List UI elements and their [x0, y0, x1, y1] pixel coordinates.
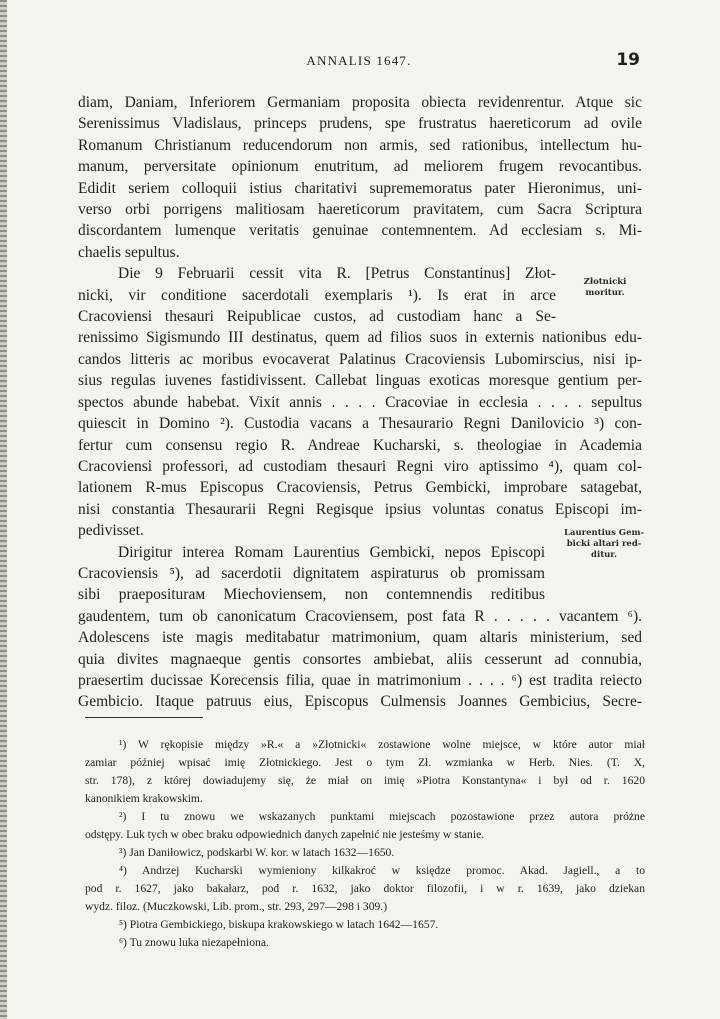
footnotes [85, 736, 645, 952]
main-text [78, 92, 642, 713]
scan-binding-edge [0, 0, 7, 1019]
footnote-divider [85, 717, 203, 718]
paragraph [78, 92, 642, 263]
text-line: fertur cum consensu regio R. Andreae Kucharski, s. theologiae in Academia [78, 436, 642, 454]
text-line: pedivisset. [78, 522, 144, 540]
footnote-line: zamiar później wpisać imię Złotnickiego. Jest o tym Zł. wzmianka w Herb. Nies. (T. X, [85, 756, 645, 769]
footnote-line: kanonikiem krakowskim. [85, 792, 203, 805]
footnote-line: ⁴) Andrzej Kucharski wymieniony kilkakroć w księdze promoc. Akad. Jagiell., a to [119, 864, 645, 877]
text-line: praesertim ducissae Korecensis filia, quae in matrimonium . . . . ⁶) est tradita reiecto [78, 671, 642, 689]
paragraph-continued [78, 327, 642, 541]
footnote [85, 736, 645, 808]
text-line: quia divites magnaeque gentis consortes ambiebat, aliis cesserunt ad connubia, [78, 650, 642, 668]
running-title: ANNALIS 1647. [306, 53, 412, 68]
paragraph [78, 263, 556, 327]
text-line: Cracoviensi professori, ad custodiam thesauri Regni viro aptissimo ⁴), quam col- [78, 457, 642, 475]
footnote [85, 862, 645, 916]
text-line: Gembicio. Itaque patruus eius, Episcopus Culmensis Joannes Gembicius, Secre- [78, 693, 642, 711]
margin-note-line: Złotnicki [583, 277, 627, 287]
text-line: chaelis sepultus. [78, 243, 180, 261]
text-line: nisi constantia Thesaurarii Regni Regisque ipsius voluntas conatus Episcopi im- [78, 500, 642, 518]
footnote [85, 934, 645, 952]
footnote [85, 844, 645, 862]
footnote-line: pod r. 1627, jako bakałarz, pod r. 1632, jako doktor filozofii, i w r. 1639, jako dziekan [85, 882, 645, 895]
text-line: Die 9 Februarii cessit vita R. [Petrus Constantinus] Złot- [118, 265, 556, 283]
page-header [78, 50, 640, 74]
page-number: 19 [616, 50, 640, 70]
text-line: Edidit seriem colloquii istius charitativi suprememoratus pater Hieronimus, uni- [78, 179, 642, 197]
text-line: renissimo Sigismundo III destinatus, quem ad filios suos in externis nationibus edu- [78, 329, 642, 347]
text-line: manum, perversitate opinionum enutritum, ad meliorem frugem revocantibus. [78, 158, 642, 176]
text-line: Cracoviensi thesauri Reipublicae custos, ad custodiam hanc a Se- [78, 308, 556, 326]
footnote-line: ⁵) Piotra Gembickiego, biskupa krakowskiego w latach 1642—1657. [119, 918, 439, 931]
text-line: Cracoviensis ⁵), ad sacerdotii dignitatem aspiraturus ob promissam [78, 564, 545, 582]
margin-note-gembicki [560, 528, 648, 561]
margin-note-line: Laurentius Gem- [564, 528, 644, 538]
text-line: Romanum Christianum reducendorum non armis, sed rationibus, intellectum hu- [78, 136, 642, 154]
footnote-line: ⁶) Tu znowu luka niezapełniona. [119, 936, 269, 949]
margin-note-line: bicki altari red- [566, 539, 642, 549]
text-line: nicki, vir conditione sacerdotali exemplaris ¹). Is erat in arce [78, 286, 556, 304]
text-line: Dirigitur interea Romam Laurentius Gembicki, nepos Episcopi [118, 543, 545, 561]
footnote-line: ³) Jan Daniłowicz, podskarbi W. kor. w latach 1632—1650. [119, 846, 395, 859]
footnote-line: wydz. filoz. (Muczkowski, Lib. prom., str. 293, 297—298 i 309.) [85, 900, 388, 913]
margin-note-zlotnicki [560, 277, 650, 299]
paragraph-continued [78, 606, 642, 713]
paragraph [78, 542, 545, 606]
footnote-line: str. 178), z której dowiadujemy się, że miał on imię »Piotra Konstantyna« i był od r. 1620 [85, 774, 645, 787]
margin-note-line: ditur. [591, 550, 617, 560]
footnote-line: odstępy. Luk tych w obec braku odpowiednich danych zapełnić nie jesteśmy w stanie. [85, 828, 485, 841]
text-line: quiescit in Domino ²). Custodia vacans a Thesaurario Regni Danilovicio ³) con- [78, 415, 642, 433]
text-line: candos litteris ac moribus evocaverat Palatinus Cracoviensis Lubomirscius, nisi ip- [78, 350, 642, 368]
text-line: sibi praepositurам Miechoviensem, non contemnendis reditibus [78, 586, 545, 604]
text-line: diam, Daniam, Inferiorem Germaniam proposita obiecta revidenrentur. Atque sic [78, 94, 642, 111]
text-line: Serenissimus Vladislaus, princeps prudens, spe frustratus haereticorum ad ovile [78, 115, 642, 133]
footnote-line: ²) I tu znowu we wskazanych punktami miejscach pozostawione przez autora próżne [119, 810, 645, 823]
text-line: sius regulas iuvenes fastidivissent. Callebat linguas exoticas moresque gentium per- [78, 372, 642, 390]
text-line: gaudentem, tum ob canonicatum Cracoviensem, post fata R . . . . . vacantem ⁶). [78, 607, 642, 625]
text-line: discordantem lumenque veritatis genuinae contemnentem. Ad ecclesiam s. Mi- [78, 222, 642, 240]
text-line: Adolescens iste magis meditabatur matrimonium, quam altaris ministerium, sed [78, 629, 642, 647]
footnote [85, 808, 645, 844]
text-line: spectos abunde habebat. Vixit annis . . . . Cracoviae in ecclesia . . . . sepultus [78, 393, 642, 411]
text-line: verso orbi porrigens malitiosam haereticorum pravitatem, cum Sacra Scriptura [78, 201, 642, 219]
footnote-line: ¹) W rękopisie między »R.« a »Złotnicki« zostawione wolne miejsce, w które autor miał [119, 738, 645, 751]
margin-note-line: moritur. [585, 288, 625, 298]
text-line: lationem R-mus Episcopus Cracoviensis, Petrus Gembicki, improbare satagebat, [78, 479, 642, 497]
footnote [85, 916, 645, 934]
